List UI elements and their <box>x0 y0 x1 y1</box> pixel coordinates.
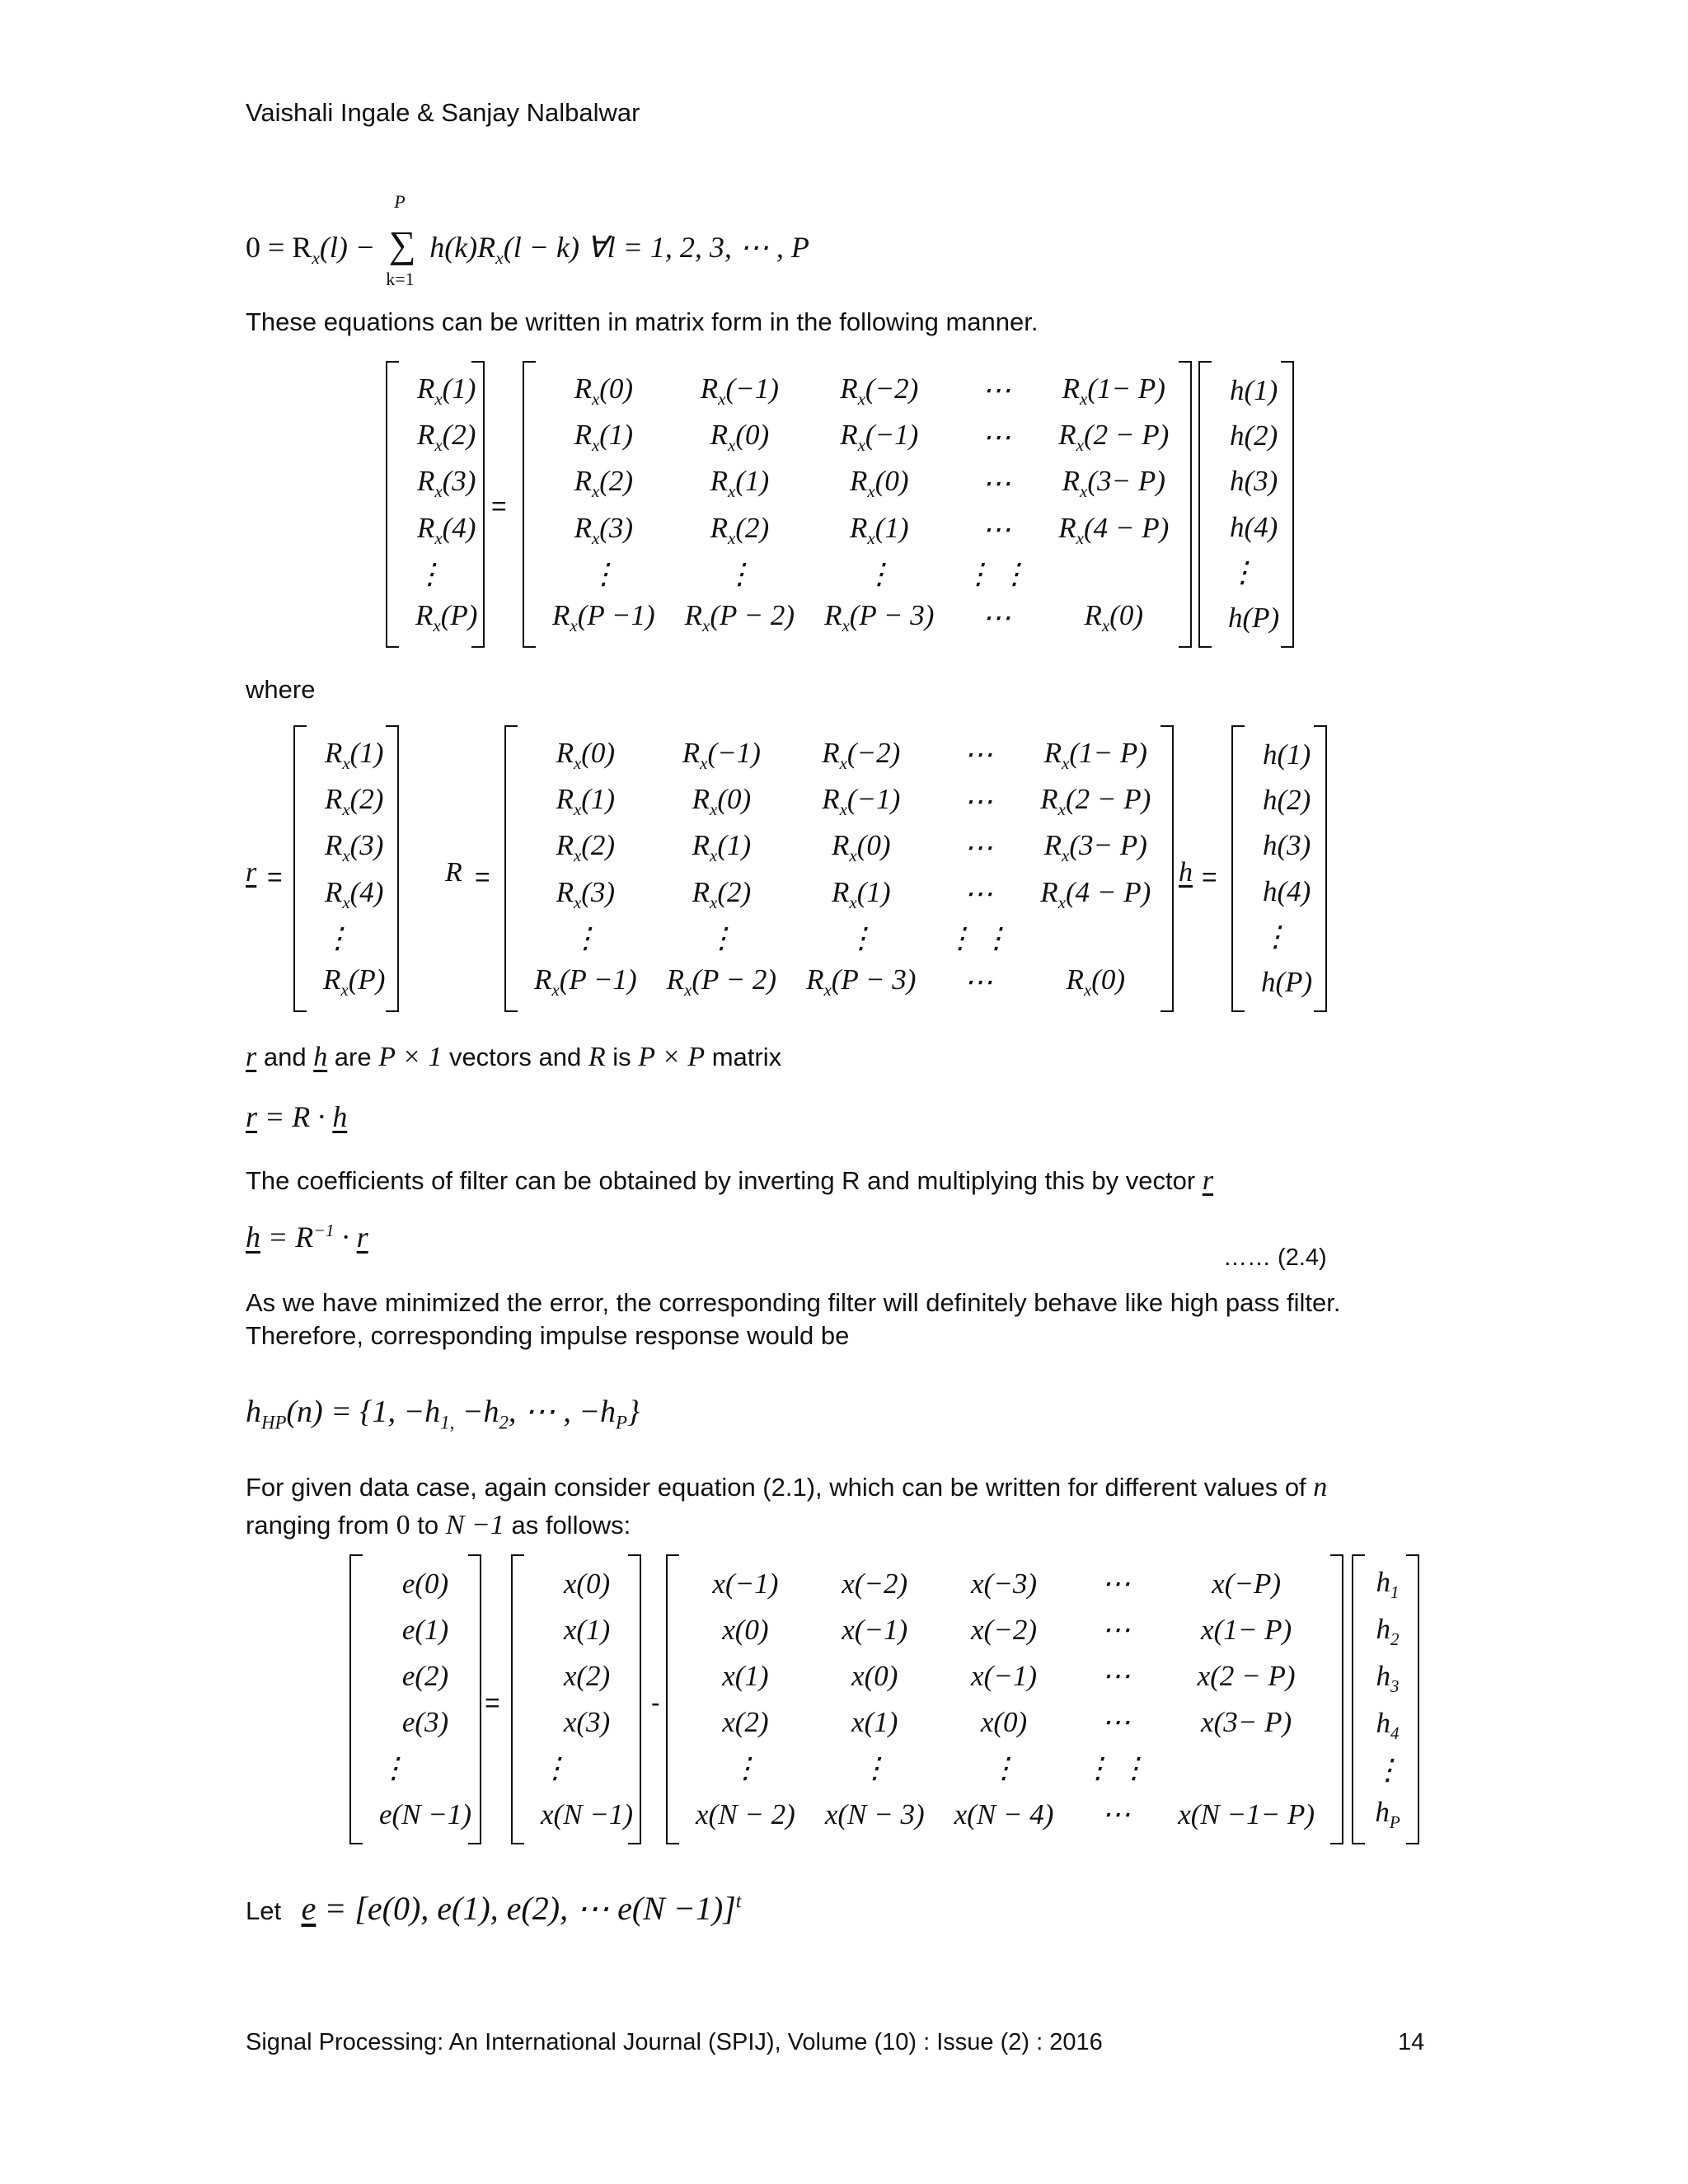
h-vector-entry: h(4) <box>1229 510 1278 543</box>
para4-line1: For given data case, again consider equation (2.1), which can be written for different values of <box>246 1473 1314 1502</box>
matrix-X <box>666 1554 1343 1844</box>
R-matrix-entry: ⋯ <box>964 878 993 911</box>
X-matrix-entry: ⋮ <box>989 1752 1019 1784</box>
R-matrix-entry: $R_x(4 - P)$ <box>1040 875 1151 912</box>
R-matrix-entry: ⋮ ⋮ <box>945 921 1011 954</box>
sentence-vector-sizes <box>246 1040 781 1076</box>
R-matrix-entry: $R_x(1)$ <box>832 875 891 912</box>
X-matrix-entry: x(−2) <box>842 1568 908 1600</box>
text-let: Let <box>246 1896 282 1925</box>
X-matrix-entry: ⋯ <box>1101 1568 1131 1600</box>
page-number: 14 <box>1398 2029 1425 2055</box>
R-matrix-entry: ⋯ <box>964 831 993 864</box>
eq1-mid: (l) − <box>319 231 376 264</box>
e-vector-entry: e(3) <box>401 1706 449 1738</box>
R-matrix-entry: $R_x(3- P)$ <box>1043 829 1147 866</box>
h-vector-entry: h(1) <box>1262 738 1311 771</box>
eq4-rest: (n) = {1, −h <box>286 1394 441 1429</box>
X-matrix-entry: x(0) <box>851 1660 898 1692</box>
matrix-x-vector <box>511 1554 641 1844</box>
sym-R: R <box>588 1042 606 1072</box>
sym-h: h <box>313 1042 328 1072</box>
X-matrix-entry: x(−3) <box>971 1568 1038 1600</box>
eq3-mid: = R <box>260 1221 314 1254</box>
R-matrix-entry: $R_x(1- P)$ <box>1043 736 1147 773</box>
X-matrix-entry: x(1) <box>851 1706 898 1738</box>
text-matrix: matrix <box>705 1043 782 1071</box>
equation-2-4 <box>246 1220 368 1254</box>
eq2-mid: = R · <box>257 1100 333 1133</box>
paragraph-data-case-1 <box>246 1470 1327 1506</box>
para4-line2a: ranging from <box>246 1511 396 1540</box>
R-matrix-entry: $R_x(0)$ <box>1084 599 1143 636</box>
summation: P ∑ k=1 <box>386 191 416 289</box>
R-matrix-entry: $R_x(3- P)$ <box>1062 465 1165 502</box>
h-vector-entry: h(P) <box>1228 602 1280 635</box>
h-coeff-entry: $h_P$ <box>1375 1795 1400 1832</box>
matrix-r-vector-1 <box>386 361 485 648</box>
R-matrix-entry: $R_x(0)$ <box>556 736 616 773</box>
eq4-m2: −h <box>454 1394 499 1429</box>
R-matrix-entry: $R_x(-1)$ <box>682 736 761 773</box>
eq1-lhs: 0 = R <box>246 231 312 264</box>
R-matrix-entry: ⋮ <box>706 921 736 954</box>
R-matrix-entry: ⋯ <box>982 466 1011 499</box>
r-vector-entry: $R_x(4)$ <box>416 511 476 548</box>
paragraph-data-case-2 <box>246 1508 631 1544</box>
X-matrix-entry: ⋮ ⋮ <box>1083 1752 1149 1784</box>
X-matrix-entry: x(−1) <box>842 1614 908 1646</box>
R-matrix-entry: $R_x(2 - P)$ <box>1040 783 1151 820</box>
text-are: are <box>327 1043 379 1071</box>
eq1-body: h(k)R <box>429 231 496 264</box>
sym-n: n <box>1313 1472 1328 1502</box>
sym-r: r <box>246 1042 257 1072</box>
x-vector-entry: ⋮ <box>541 1752 570 1784</box>
R-matrix-entry: $R_x(0)$ <box>692 783 752 820</box>
X-matrix-entry: x(1) <box>722 1660 769 1692</box>
text-and: and <box>256 1043 314 1071</box>
r-vector-entry: $R_x(3)$ <box>324 829 384 866</box>
h-vector-entry: h(2) <box>1262 783 1311 816</box>
x-vector-entry: x(1) <box>563 1614 611 1646</box>
sum-upper: P <box>394 191 406 212</box>
R-matrix-entry: ⋮ <box>724 557 754 590</box>
r-vector-entry: $R_x(3)$ <box>416 465 476 502</box>
matrix-r-vector-2 <box>293 725 399 1012</box>
definition-error-vector <box>246 1889 741 1928</box>
X-matrix-entry: x(N − 4) <box>954 1798 1054 1830</box>
R-matrix-entry <box>1025 918 1165 959</box>
R-matrix-entry: $R_x(1)$ <box>556 783 616 820</box>
h-coeff-entry: $h_4$ <box>1376 1707 1400 1744</box>
h-coeff-entry: $h_3$ <box>1376 1660 1400 1697</box>
r-vector-entry: $R_x(2)$ <box>416 419 476 456</box>
R-matrix-entry: $R_x(3)$ <box>556 875 616 912</box>
R-matrix-entry: $R_x(-2)$ <box>840 372 919 409</box>
e-vector-entry: e(0) <box>401 1568 449 1600</box>
X-matrix-entry: ⋮ <box>860 1752 889 1784</box>
R-matrix-entry: ⋯ <box>982 601 1011 634</box>
X-matrix-entry: x(−2) <box>971 1614 1038 1646</box>
text-vectors: vectors and <box>442 1043 588 1071</box>
eq4-m3: , ⋯ , −h <box>508 1394 617 1429</box>
equation-impulse-response <box>246 1393 640 1434</box>
let-sup: t <box>735 1891 742 1913</box>
X-matrix-entry: ⋯ <box>1101 1798 1131 1830</box>
h-vector-entry: h(2) <box>1229 419 1278 452</box>
eq4-close: } <box>626 1394 640 1429</box>
sym-r: r <box>246 1100 258 1133</box>
label-h: h <box>1179 857 1193 888</box>
equation-r-equals-Rh <box>246 1099 347 1134</box>
R-matrix-entry: $R_x(0)$ <box>574 372 634 409</box>
h-vector-entry: ⋮ <box>1261 920 1290 953</box>
X-matrix-entry: ⋯ <box>1101 1706 1131 1738</box>
sym-pp: P × P <box>638 1042 706 1072</box>
R-matrix-entry <box>1043 554 1184 595</box>
minus-sign: - <box>651 1688 660 1718</box>
sym-h: h <box>246 1394 261 1429</box>
e-vector-entry: e(N −1) <box>379 1798 472 1830</box>
r-vector-entry: $R_x(4)$ <box>324 875 384 912</box>
paragraph-matrix-form: These equations can be written in matrix form in the following manner. <box>246 307 1039 336</box>
X-matrix-entry: x(0) <box>722 1614 769 1646</box>
R-matrix-entry: $R_x(2)$ <box>710 511 770 548</box>
X-matrix-entry: x(1− P) <box>1201 1614 1292 1646</box>
h-coeff-entry: $h_2$ <box>1376 1613 1400 1650</box>
paragraph-high-pass-1: As we have minimized the error, the corresponding filter will definitely behave like high pass filter. <box>246 1288 1341 1317</box>
e-vector-entry: e(2) <box>401 1660 449 1692</box>
r-vector-entry: $R_x(P)$ <box>323 963 386 1001</box>
para4-line2b: as follows: <box>504 1511 631 1540</box>
R-matrix-entry: ⋯ <box>964 965 993 998</box>
h-vector-entry: h(3) <box>1229 465 1278 498</box>
r-vector-entry: $R_x(1)$ <box>324 736 384 773</box>
sym-r: r <box>1202 1165 1214 1196</box>
R-matrix-entry: ⋯ <box>982 420 1011 453</box>
X-matrix-entry: x(3− P) <box>1201 1706 1292 1738</box>
e-vector-entry: e(1) <box>401 1614 449 1646</box>
X-matrix-entry: x(2 − P) <box>1197 1660 1296 1692</box>
h-vector-entry: ⋮ <box>1228 555 1257 588</box>
equals-sign: = <box>485 1688 500 1718</box>
matrix-h-vector-3 <box>1352 1554 1419 1844</box>
R-matrix-entry: $R_x(0)$ <box>850 465 909 502</box>
R-matrix-entry: $R_x(2)$ <box>556 829 616 866</box>
para4-to: to <box>410 1511 446 1540</box>
h-vector-entry: h(1) <box>1229 373 1278 406</box>
R-matrix-entry: $R_x(1)$ <box>574 419 634 456</box>
label-R: R <box>445 857 462 888</box>
sym-h: h <box>246 1221 260 1254</box>
R-matrix-entry: $R_x(3)$ <box>574 511 634 548</box>
let-rest: = [e(0), e(1), e(2), ⋯ e(N −1)] <box>316 1890 736 1927</box>
r-vector-entry: $R_x(1)$ <box>416 372 476 409</box>
X-matrix-entry <box>1163 1746 1329 1792</box>
sum-lower: k=1 <box>386 269 415 289</box>
R-matrix-entry: $R_x(-1)$ <box>840 419 919 456</box>
R-matrix-entry: $R_x(2)$ <box>574 465 634 502</box>
X-matrix-entry: x(−P) <box>1212 1568 1282 1600</box>
e-vector-entry: ⋮ <box>379 1752 408 1784</box>
R-matrix-entry: $R_x(0)$ <box>710 419 770 456</box>
running-header: Vaishali Ingale & Sanjay Nalbalwar <box>246 98 640 127</box>
R-matrix-entry: $R_x(P - 3)$ <box>824 599 935 636</box>
eq1-sub: x <box>312 248 320 269</box>
r-vector-entry: $R_x(P)$ <box>415 599 478 636</box>
R-matrix-entry: $R_x(P - 3)$ <box>806 963 917 1001</box>
R-matrix-entry: ⋯ <box>982 374 1011 407</box>
sym-h: h <box>332 1100 348 1133</box>
matrix-h-vector-2 <box>1231 725 1327 1012</box>
X-matrix-entry: x(N − 2) <box>696 1798 795 1830</box>
X-matrix-entry: x(−1) <box>712 1568 779 1600</box>
R-matrix-entry: ⋮ <box>865 557 894 590</box>
footer-journal: Signal Processing: An International Journal (SPIJ), Volume (10) : Issue (2) : 2016 <box>246 2029 1103 2055</box>
R-matrix-entry: $R_x(1)$ <box>850 511 909 548</box>
h-coeff-entry: $h_1$ <box>1376 1566 1400 1603</box>
x-vector-entry: x(2) <box>563 1660 611 1692</box>
sym-r: r <box>356 1221 368 1254</box>
R-matrix-entry: $R_x(-2)$ <box>822 736 901 773</box>
matrix-e-vector <box>349 1554 481 1844</box>
r-vector-entry: ⋮ <box>323 921 352 954</box>
sym-zero: 0 <box>396 1510 410 1540</box>
R-matrix-entry: $R_x(-1)$ <box>822 783 901 820</box>
X-matrix-entry: x(−1) <box>971 1660 1038 1692</box>
h-coeff-entry: ⋮ <box>1373 1753 1402 1786</box>
x-vector-entry: x(3) <box>563 1706 611 1738</box>
eq4-s1: 1, <box>440 1412 455 1433</box>
R-matrix-entry: ⋯ <box>982 513 1011 546</box>
text-is: is <box>605 1043 639 1071</box>
word-where: where <box>246 675 316 704</box>
equals-sign: = <box>475 862 490 892</box>
x-vector-entry: x(0) <box>563 1568 611 1600</box>
R-matrix-entry: $R_x(P - 2)$ <box>666 963 777 1001</box>
X-matrix-entry: x(2) <box>722 1706 769 1738</box>
equals-sign: = <box>267 862 283 892</box>
x-vector-entry: x(N −1) <box>541 1798 634 1830</box>
equals-sign: = <box>491 491 507 521</box>
eq1-rest: (l − k) ∀l = 1, 2, 3, ⋯ , P <box>503 231 809 264</box>
X-matrix-entry: ⋮ <box>730 1752 760 1784</box>
label-r: r <box>246 857 257 888</box>
sym-n-minus-1: N −1 <box>445 1510 504 1540</box>
R-matrix-entry: ⋮ <box>570 921 600 954</box>
R-matrix-entry: ⋮ <box>588 557 618 590</box>
matrix-R-2 <box>504 725 1174 1012</box>
eq3-sup: −1 <box>313 1221 335 1240</box>
X-matrix-entry: x(N −1− P) <box>1178 1798 1315 1830</box>
paragraph-coefficients <box>246 1164 1213 1199</box>
R-matrix-entry: $R_x(1- P)$ <box>1062 372 1165 409</box>
para2-text: The coefficients of filter can be obtained by inverting R and multiplying this by vector <box>246 1166 1203 1195</box>
R-matrix-entry: $R_x(P -1)$ <box>534 963 637 1001</box>
r-vector-entry: ⋮ <box>415 557 444 590</box>
X-matrix-entry: x(N − 3) <box>824 1798 925 1830</box>
r-vector-entry: $R_x(2)$ <box>324 783 384 820</box>
R-matrix-entry: $R_x(2)$ <box>692 875 752 912</box>
h-vector-entry: h(3) <box>1262 829 1311 862</box>
paragraph-high-pass-2: Therefore, corresponding impulse response would be <box>246 1321 850 1350</box>
R-matrix-entry: $R_x(0)$ <box>832 829 891 866</box>
equals-sign: = <box>1202 862 1217 892</box>
matrix-h-vector-1 <box>1198 361 1294 648</box>
R-matrix-entry: $R_x(2 - P)$ <box>1058 419 1170 456</box>
X-matrix-entry: ⋯ <box>1101 1614 1131 1646</box>
eq4-sub: HP <box>261 1412 287 1433</box>
eq4-sp: P <box>616 1412 627 1433</box>
R-matrix-entry: $R_x(4 - P)$ <box>1058 511 1170 548</box>
R-matrix-entry: $R_x(1)$ <box>710 465 770 502</box>
X-matrix-entry: x(0) <box>980 1706 1028 1738</box>
R-matrix-entry: ⋮ <box>846 921 876 954</box>
eq3-dot: · <box>334 1221 357 1254</box>
R-matrix-entry: ⋯ <box>964 785 993 818</box>
R-matrix-entry: $R_x(1)$ <box>692 829 752 866</box>
R-matrix-entry: $R_x(0)$ <box>1066 963 1125 1001</box>
h-vector-entry: h(P) <box>1261 966 1313 999</box>
h-vector-entry: h(4) <box>1262 874 1311 907</box>
matrix-R-1 <box>523 361 1192 648</box>
equation-orthogonality: $0 = R_x(l)$ − P ∑ k=1 $h(k)R_x(l - k)$ ∀l = 1, 2, 3, ⋯ , P <box>246 191 809 289</box>
R-matrix-entry: ⋮ ⋮ <box>964 557 1029 590</box>
sym-e: e <box>301 1890 316 1927</box>
X-matrix-entry: ⋯ <box>1101 1660 1131 1692</box>
R-matrix-entry: $R_x(-1)$ <box>700 372 779 409</box>
eq4-s2: 2 <box>499 1412 509 1433</box>
R-matrix-entry: $R_x(P - 2)$ <box>684 599 795 636</box>
sym-p1: P × 1 <box>378 1042 443 1072</box>
equation-number-2-4: …… (2.4) <box>1223 1244 1327 1271</box>
R-matrix-entry: ⋯ <box>964 738 993 771</box>
R-matrix-entry: $R_x(P -1)$ <box>552 599 655 636</box>
